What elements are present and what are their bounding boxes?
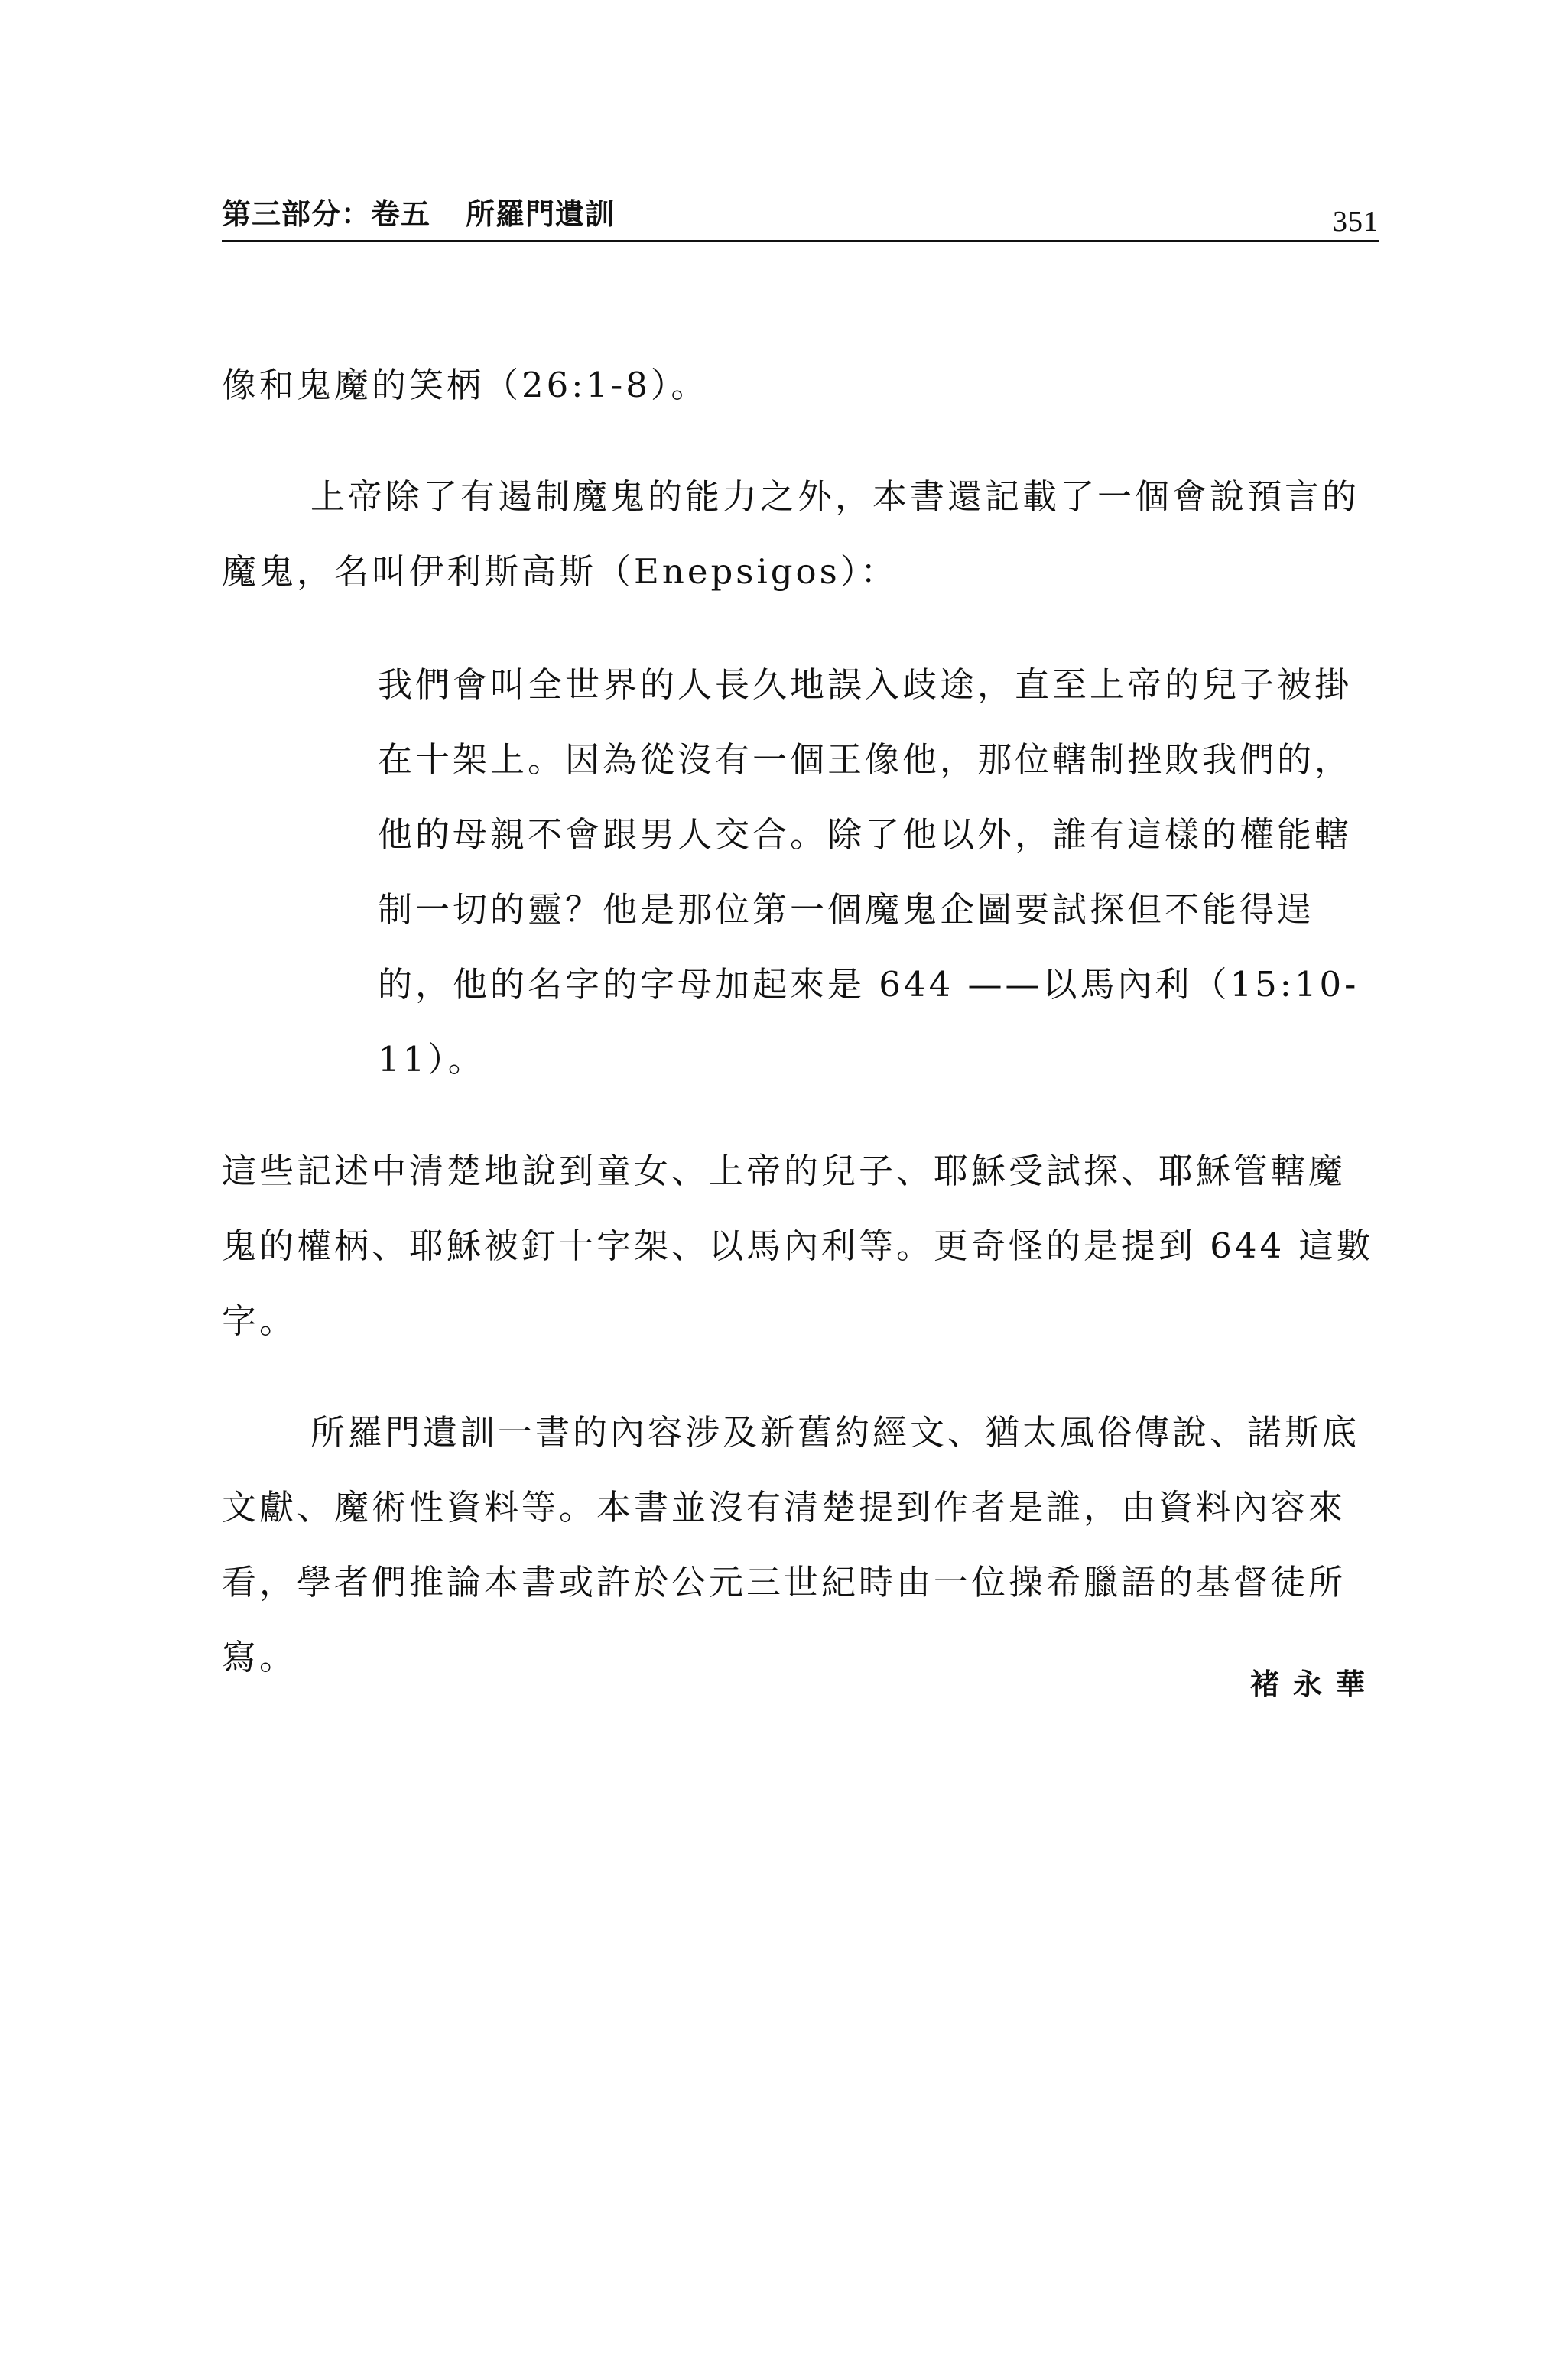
author-signature: 褚永華 (1249, 1667, 1379, 1701)
book-title: 所羅門遺訓 (466, 197, 616, 231)
section-label: 第三部分：卷五 (222, 197, 431, 231)
page-number: 351 (1333, 206, 1379, 238)
paragraph-commentary: 這些記述中清楚地說到童女、上帝的兒子、耶穌受試探、耶穌管轄魔鬼的權柄、耶穌被釘十字架、以馬內利等。更奇怪的是提到 644 這數字。 (222, 1151, 1374, 1341)
running-head (222, 190, 615, 232)
main-text (222, 348, 1379, 1695)
paragraph-enepsigos: 上帝除了有遏制魔鬼的能力之外，本書還記載了一個會說預言的魔鬼，名叫伊利斯高斯（Enepsigos）： (222, 476, 1360, 592)
page-header (222, 191, 1379, 239)
paragraph-continuation: 像和鬼魔的笑柄（26:1-8）。 (222, 365, 709, 405)
header-rule (222, 240, 1379, 242)
block-quote: 我們會叫全世界的人長久地誤入歧途，直至上帝的兒子被掛在十架上。因為從沒有一個王像他，那位轄制挫敗我們的，他的母親不會跟男人交合。除了他以外，誰有這樣的權能轄制一切的靈？他是那位第一個魔鬼企圖要試探但不能得逞的，他的名字的字母加起來是 644 ——以馬內利（15:10-11）。 (378, 664, 1360, 1080)
paragraph-summary: 所羅門遺訓一書的內容涉及新舊約經文、猶太風俗傳說、諾斯底文獻、魔術性資料等。本書並沒有清楚提到作者是誰，由資料內容來看，學者們推論本書或許於公元三世紀時由一位操希臘語的基督徒所寫。 (222, 1412, 1360, 1677)
